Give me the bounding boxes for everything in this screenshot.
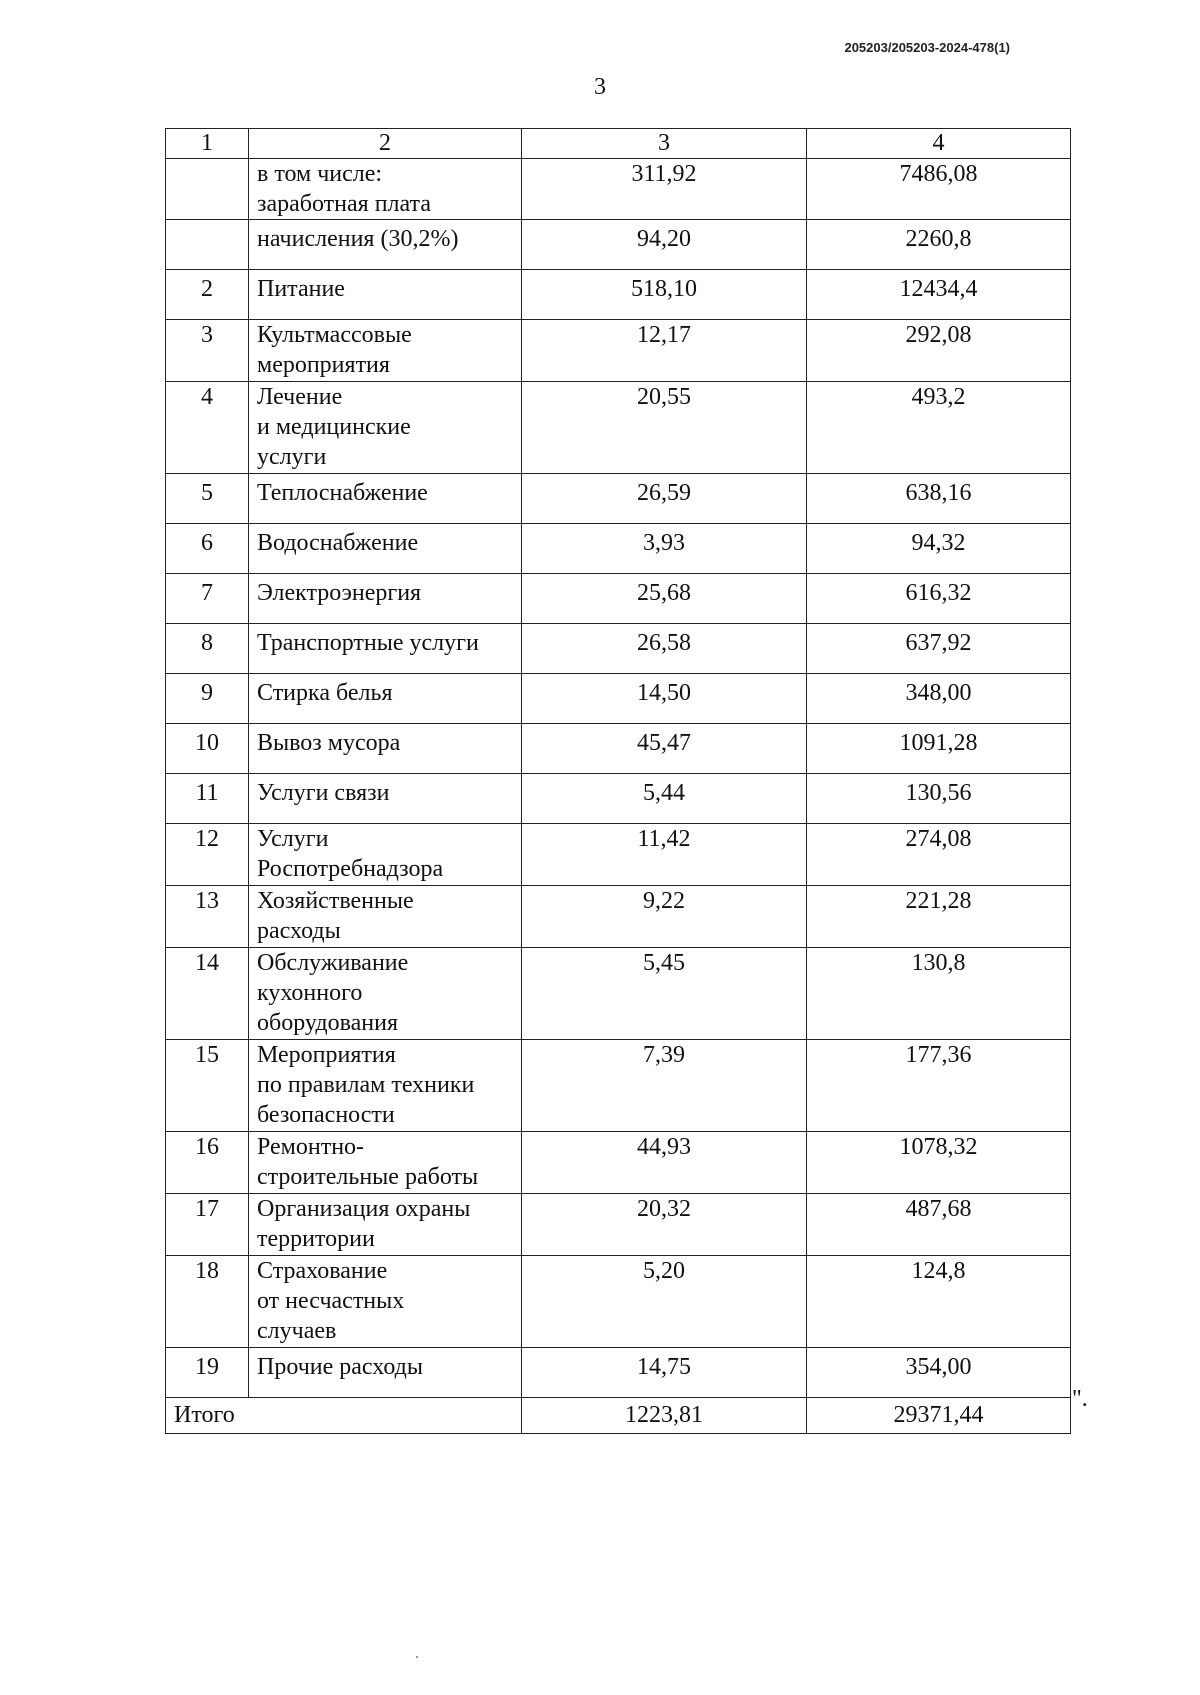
table-row <box>166 674 1071 724</box>
row-col3: 12,17 <box>522 320 807 382</box>
table-row <box>166 1256 1071 1348</box>
table-row <box>166 1348 1071 1398</box>
row-col3: 9,22 <box>522 886 807 948</box>
row-name: Вывоз мусора <box>249 724 522 774</box>
row-col3: 11,42 <box>522 824 807 886</box>
row-name: Стирка белья <box>249 674 522 724</box>
row-col3: 20,32 <box>522 1194 807 1256</box>
row-number: 16 <box>166 1132 249 1194</box>
table-row <box>166 886 1071 948</box>
page-number: 3 <box>594 74 606 100</box>
row-col4: 1091,28 <box>807 724 1071 774</box>
row-col4: 221,28 <box>807 886 1071 948</box>
row-col3: 5,20 <box>522 1256 807 1348</box>
row-col3: 14,75 <box>522 1348 807 1398</box>
table-row <box>166 724 1071 774</box>
row-name: Услуги Роспотребнадзора <box>249 824 522 886</box>
header-cell: 3 <box>522 129 807 159</box>
row-col4: 94,32 <box>807 524 1071 574</box>
scan-dot <box>416 1656 418 1658</box>
row-col4: 354,00 <box>807 1348 1071 1398</box>
row-number: 8 <box>166 624 249 674</box>
row-name: Культмассовые мероприятия <box>249 320 522 382</box>
row-col3: 311,92 <box>522 159 807 220</box>
row-name: Лечение и медицинские услуги <box>249 382 522 474</box>
row-number: 14 <box>166 948 249 1040</box>
row-number: 19 <box>166 1348 249 1398</box>
row-number: 4 <box>166 382 249 474</box>
total-row <box>166 1398 1071 1434</box>
row-name: Транспортные услуги <box>249 624 522 674</box>
row-col4: 274,08 <box>807 824 1071 886</box>
row-number <box>166 220 249 270</box>
row-col3: 20,55 <box>522 382 807 474</box>
table-row <box>166 948 1071 1040</box>
row-number: 15 <box>166 1040 249 1132</box>
row-name: Водоснабжение <box>249 524 522 574</box>
row-col3: 7,39 <box>522 1040 807 1132</box>
table-row <box>166 1040 1071 1132</box>
row-name: Страхование от несчастных случаев <box>249 1256 522 1348</box>
table-row <box>166 320 1071 382</box>
row-col3: 45,47 <box>522 724 807 774</box>
total-col4: 29371,44 <box>807 1398 1071 1434</box>
row-name: Обслуживание кухонного оборудования <box>249 948 522 1040</box>
row-col4: 638,16 <box>807 474 1071 524</box>
total-label: Итого <box>166 1398 522 1434</box>
total-col3: 1223,81 <box>522 1398 807 1434</box>
row-name: Прочие расходы <box>249 1348 522 1398</box>
table-row <box>166 774 1071 824</box>
row-col4: 487,68 <box>807 1194 1071 1256</box>
row-number: 17 <box>166 1194 249 1256</box>
table-row <box>166 159 1071 220</box>
row-name: Электроэнергия <box>249 574 522 624</box>
row-col3: 94,20 <box>522 220 807 270</box>
row-col4: 7486,08 <box>807 159 1071 220</box>
table-header-row <box>166 129 1071 159</box>
row-col4: 292,08 <box>807 320 1071 382</box>
row-name: Хозяйственные расходы <box>249 886 522 948</box>
row-number: 6 <box>166 524 249 574</box>
table-row <box>166 474 1071 524</box>
row-col3: 518,10 <box>522 270 807 320</box>
row-number: 3 <box>166 320 249 382</box>
row-col3: 5,44 <box>522 774 807 824</box>
table-row <box>166 1132 1071 1194</box>
row-col4: 177,36 <box>807 1040 1071 1132</box>
row-number: 2 <box>166 270 249 320</box>
row-number: 9 <box>166 674 249 724</box>
row-name: Организация охраны территории <box>249 1194 522 1256</box>
table-row <box>166 220 1071 270</box>
row-name: Ремонтно- строительные работы <box>249 1132 522 1194</box>
row-col3: 5,45 <box>522 948 807 1040</box>
table-row <box>166 270 1071 320</box>
table-row <box>166 824 1071 886</box>
row-name: начисления (30,2%) <box>249 220 522 270</box>
header-cell: 2 <box>249 129 522 159</box>
row-col4: 348,00 <box>807 674 1071 724</box>
row-col3: 25,68 <box>522 574 807 624</box>
row-col4: 124,8 <box>807 1256 1071 1348</box>
row-number: 5 <box>166 474 249 524</box>
row-col3: 26,58 <box>522 624 807 674</box>
row-name: Мероприятия по правилам техники безопасности <box>249 1040 522 1132</box>
row-number: 7 <box>166 574 249 624</box>
document-id: 205203/205203-2024-478(1) <box>844 40 1010 55</box>
row-number <box>166 159 249 220</box>
row-number: 11 <box>166 774 249 824</box>
row-col3: 3,93 <box>522 524 807 574</box>
table-row <box>166 1194 1071 1256</box>
closing-quote: ". <box>1072 1386 1088 1412</box>
budget-table <box>165 128 1071 1434</box>
row-name: Питание <box>249 270 522 320</box>
row-col4: 616,32 <box>807 574 1071 624</box>
header-cell: 4 <box>807 129 1071 159</box>
table-row <box>166 624 1071 674</box>
table-row <box>166 524 1071 574</box>
table-row <box>166 574 1071 624</box>
row-col4: 130,8 <box>807 948 1071 1040</box>
row-name: Теплоснабжение <box>249 474 522 524</box>
row-col4: 2260,8 <box>807 220 1071 270</box>
row-number: 12 <box>166 824 249 886</box>
header-cell: 1 <box>166 129 249 159</box>
row-col4: 130,56 <box>807 774 1071 824</box>
row-name: Услуги связи <box>249 774 522 824</box>
row-col4: 493,2 <box>807 382 1071 474</box>
row-col3: 14,50 <box>522 674 807 724</box>
row-col4: 12434,4 <box>807 270 1071 320</box>
row-number: 13 <box>166 886 249 948</box>
row-number: 10 <box>166 724 249 774</box>
row-name: в том числе: заработная плата <box>249 159 522 220</box>
row-col4: 637,92 <box>807 624 1071 674</box>
table-row <box>166 382 1071 474</box>
row-col3: 26,59 <box>522 474 807 524</box>
row-col4: 1078,32 <box>807 1132 1071 1194</box>
row-col3: 44,93 <box>522 1132 807 1194</box>
row-number: 18 <box>166 1256 249 1348</box>
